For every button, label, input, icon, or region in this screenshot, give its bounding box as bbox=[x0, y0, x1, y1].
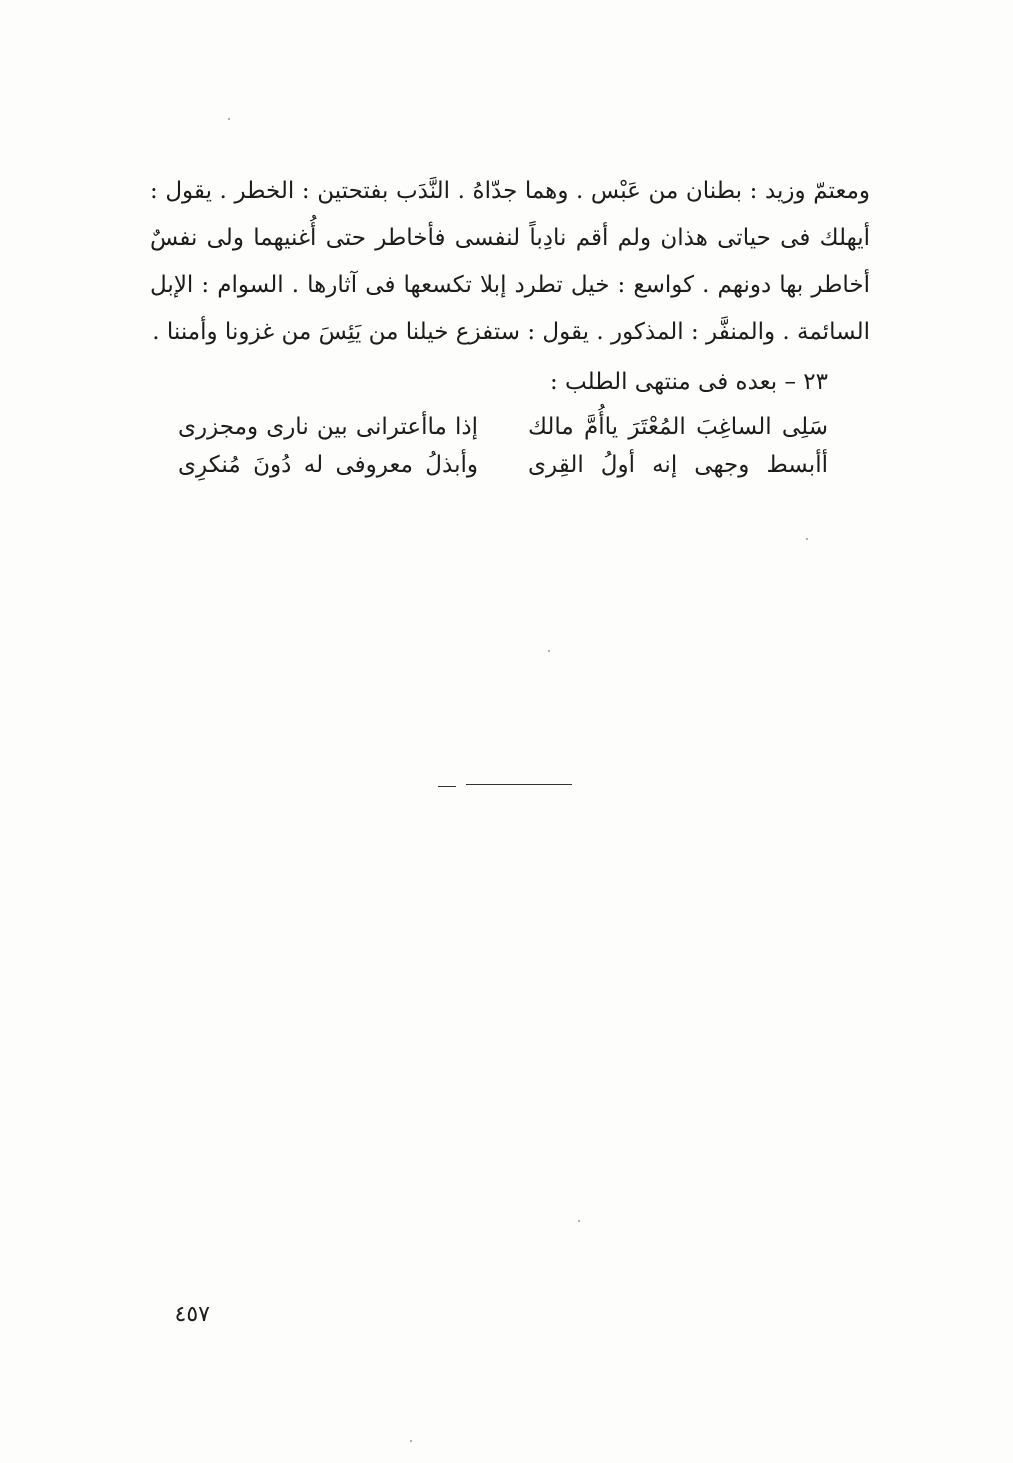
separator-line bbox=[466, 784, 572, 785]
verse-second-hemistich: وأبذلُ معروفى له دُونَ مُنكرِى bbox=[178, 452, 478, 478]
note-heading: ٢٣ – بعده فى منتهى الطلب : bbox=[549, 369, 828, 395]
verse-second-hemistich: إذا ماأعترانى بين نارى ومجزرى bbox=[178, 414, 478, 440]
verse-line bbox=[178, 446, 828, 484]
page-number: ٤٥٧ bbox=[174, 1302, 210, 1327]
scan-speck bbox=[578, 1220, 580, 1222]
verse-first-hemistich: سَلِى الساغِبَ المُعْتَرَ ياأُمَّ مالك bbox=[528, 414, 828, 440]
commentary-paragraph: ومعتمّ وزيد : بطنان من عَبْس . وهما جدّاهُ . النَّدَب بفتحتين : الخطر . يقول : أيهلك فى حياتى هذان ولم أقم نادِباً لنفسى فأخاطر حتى أُغنيهما ولى نفسٌ أخاطر بها دونهم . كواسع : خيل تطرد إبلا تكسعها فى آثارها . السوام : الإبل السائمة . والمنفَّر : المذكور . يقول : ستفزع خيلنا من يَئِسَ من غزونا وأمننا . bbox=[150, 178, 870, 345]
scan-speck bbox=[228, 118, 230, 120]
poem-verses bbox=[178, 408, 828, 484]
scan-speck bbox=[806, 538, 808, 540]
scan-speck bbox=[548, 650, 550, 652]
scan-speck bbox=[410, 1440, 412, 1442]
separator-dash bbox=[438, 786, 456, 787]
verse-first-hemistich: أأبسط وجهى إنه أولُ القِرى bbox=[528, 452, 828, 478]
section-separator-rule bbox=[438, 784, 572, 790]
verse-line bbox=[178, 408, 828, 446]
commentary-block bbox=[150, 168, 870, 356]
